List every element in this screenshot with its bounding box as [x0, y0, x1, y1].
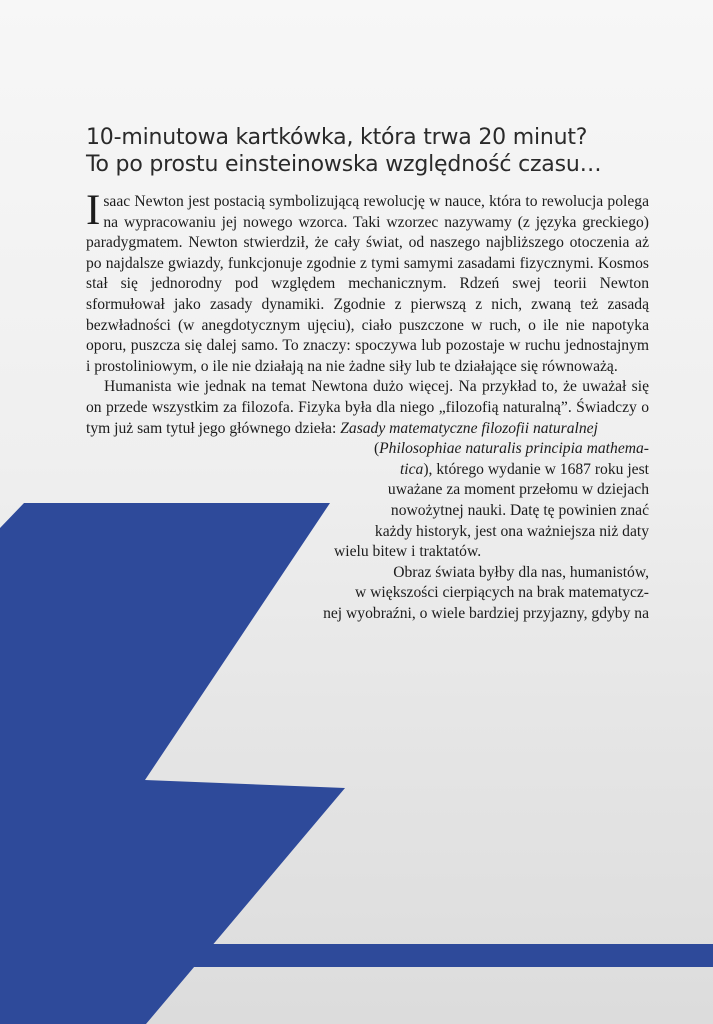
shaped-line: uważane za moment przełomu w dziejach [387, 481, 649, 499]
shaped-line: wielu bitew i traktatów. [334, 543, 482, 561]
blue-stripe [180, 944, 713, 967]
paragraph-2-shaped-lines [86, 439, 649, 563]
shaped-line: nowożytnej nauki. Datę tę powinien znać [390, 501, 649, 519]
shaped-line: w większości cierpiących na brak matematycz- [355, 584, 649, 602]
paragraph-3 [86, 563, 649, 625]
shaped-line: (Philosophiae naturalis principia mathema- [373, 440, 649, 458]
paragraph-2-text: Humanista wie jednak na temat Newtona dużo więcej. Na przykład to, że uważał się on przede wszystkim za filozofa. Fizyka była dla niego „filozofią naturalną”. Świadczy o tym już sam tytuł jego głównego dzieła: [86, 378, 649, 437]
article-title [86, 124, 666, 178]
title-line-1: 10-minutowa kartkówka, która trwa 20 minut? [86, 125, 588, 150]
drop-cap: I [86, 187, 101, 234]
paragraph-1 [86, 187, 649, 377]
book-title: Zasady matematyczne filozofii naturalnej [340, 419, 598, 437]
shaped-line: tica), którego wydanie w 1687 roku jest [399, 460, 649, 478]
article-body [86, 187, 649, 624]
title-line-2: To po prostu einsteinowska względność czasu… [86, 152, 602, 177]
paragraph-2 [86, 377, 649, 439]
shaped-line: Obraz świata byłby dla nas, humanistów, [393, 563, 649, 581]
shaped-line: nej wyobraźni, o wiele bardziej przyjazny, gdyby na [323, 604, 649, 622]
shaped-line: każdy historyk, jest ona ważniejsza niż daty [374, 522, 649, 540]
paragraph-1-text: saac Newton jest postacią symbolizującą rewolucję w nauce, która to rewolucja polega na wypracowaniu jej nowego wzorca. Taki wzorzec nazywamy (z języka greckiego) paradygmatem. Newton stwierdził, że cały świat, od naszego najbliższego otoczenia aż po najdalsze gwiazdy, funkcjonuje zgodnie z tymi samymi zasadami fizycznymi. Kosmos stał się jednorodny pod względem mechanicznym. Rdzeń swej teorii Newton sformułował jako zasady dynamiki. Zgodnie z pierwszą z nich, zwaną też zasadą bezwładności (w anegdotycznym ujęciu), ciało puszczone w ruch, o ile nie napotyka oporu, puszcza się dalej samo. To znaczy: spoczywa lub pozostaje w ruchu jednostajnym i prostoliniowym, o ile nie działają na nie żadne siły lub te działające się równoważą. [86, 193, 649, 375]
